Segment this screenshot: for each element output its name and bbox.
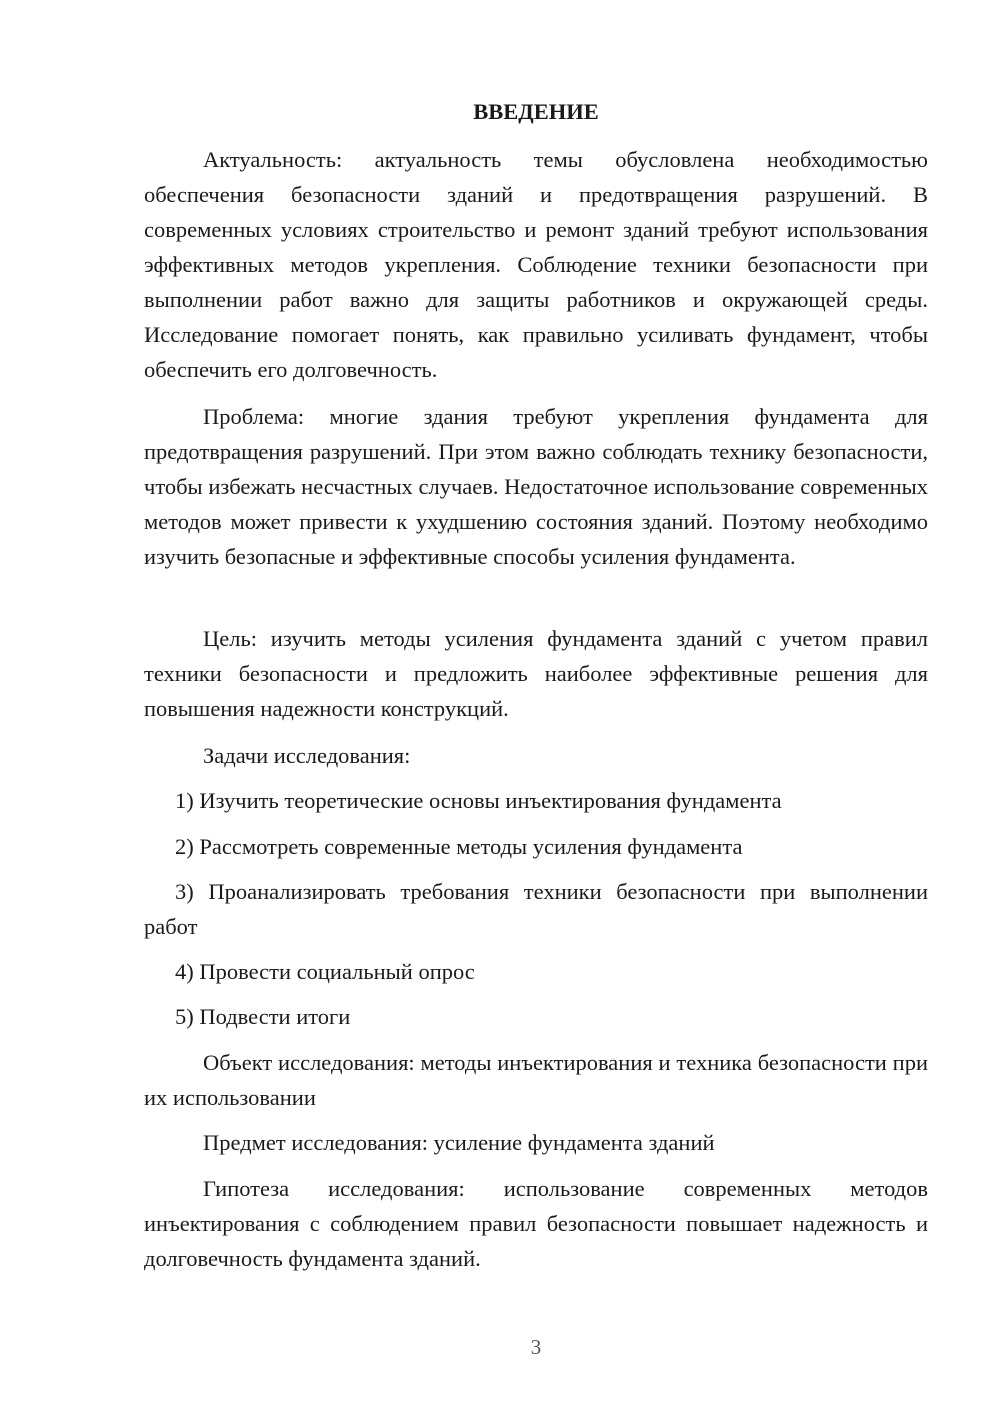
page-title: ВВЕДЕНИЕ xyxy=(473,99,599,124)
paragraph-relevance: Актуальность: актуальность темы обусловлена необходимостью обеспечения безопасности зданий и предотвращения разрушений. В современных условиях строительство и ремонт зданий требуют использования эффективных методов укрепления. Соблюдение техники безопасности при выполнении работ важно для защиты работников и окружающей среды. Исследование помогает понять, как правильно усиливать фундамент, чтобы обеспечить его долговечность. xyxy=(144,147,928,382)
page-number: 3 xyxy=(530,1335,542,1359)
task-item-5: 5) Подвести итоги xyxy=(175,1004,351,1029)
task-item-3: 3) Проанализировать требования техники безопасности при выполнении работ xyxy=(144,879,928,939)
paragraph-subject: Предмет исследования: усиление фундамента зданий xyxy=(203,1130,715,1155)
task-item-1: 1) Изучить теоретические основы инъектирования фундамента xyxy=(175,788,782,813)
tasks-title: Задачи исследования: xyxy=(203,743,411,768)
task-item-2: 2) Рассмотреть современные методы усиления фундамента xyxy=(175,834,743,859)
task-item-4: 4) Провести социальный опрос xyxy=(175,959,475,984)
paragraph-problem: Проблема: многие здания требуют укрепления фундамента для предотвращения разрушений. При этом важно соблюдать технику безопасности, чтобы избежать несчастных случаев. Недостаточное использование современных методов может привести к ухудшению состояния зданий. Поэтому необходимо изучить безопасные и эффективные способы усиления фундамента. xyxy=(144,404,928,569)
paragraph-hypothesis: Гипотеза исследования: использование современных методов инъектирования с соблюдением правил безопасности повышает надежность и долговечность фундамента зданий. xyxy=(144,1176,928,1271)
paragraph-goal: Цель: изучить методы усиления фундамента зданий с учетом правил техники безопасности и предложить наиболее эффективные решения для повышения надежности конструкций. xyxy=(144,626,928,721)
paragraph-object: Объект исследования: методы инъектирования и техника безопасности при их использовании xyxy=(144,1050,928,1110)
